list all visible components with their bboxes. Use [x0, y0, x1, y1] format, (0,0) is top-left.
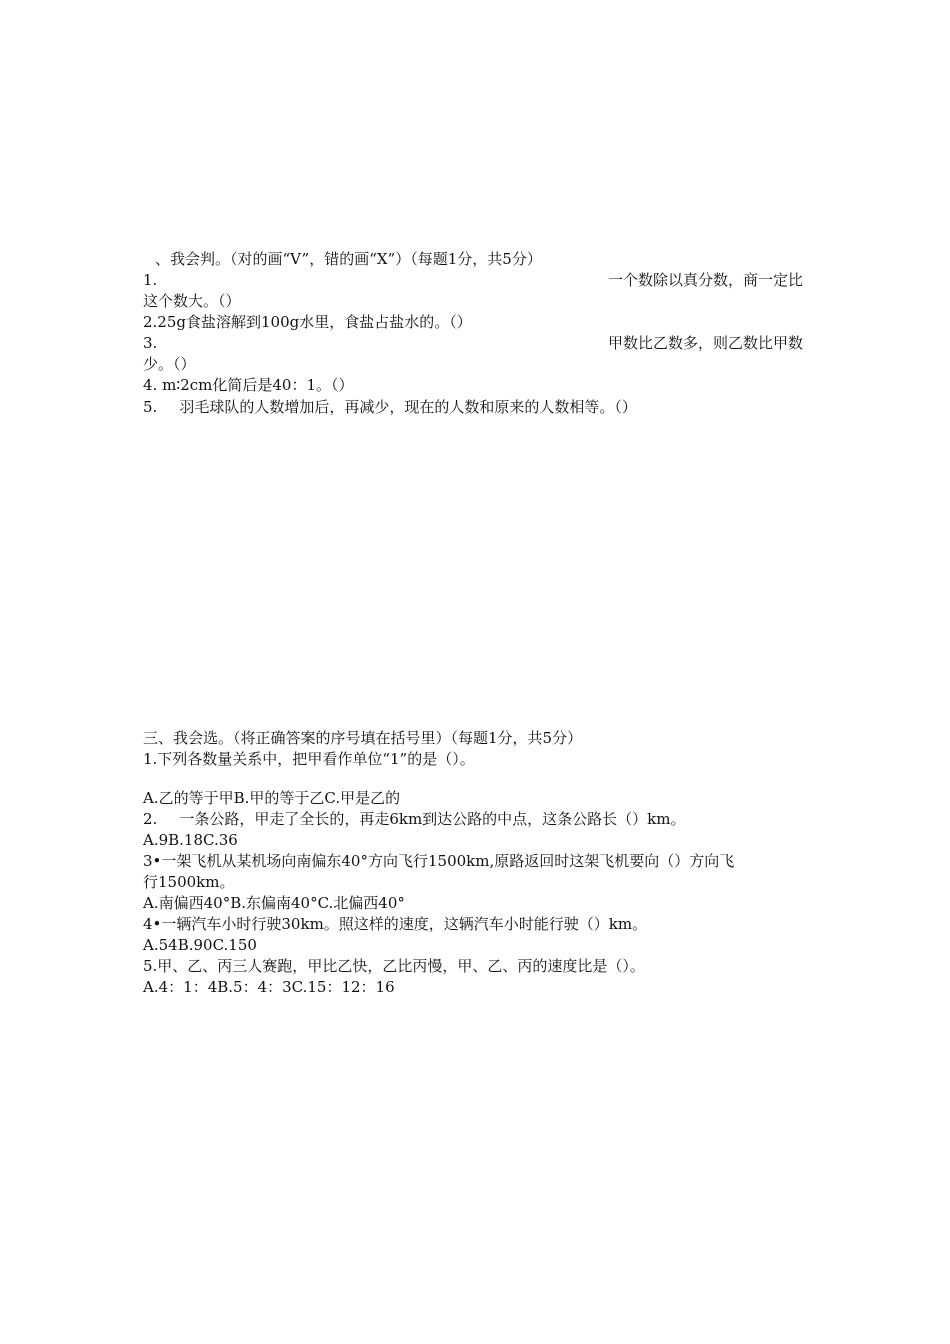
mc-question-3-continued-text: 行1500km。 — [143, 873, 235, 891]
mc-question-2-options-text: A.9B.18C.36 — [143, 831, 238, 849]
tf-question-2-text: 2.25g食盐溶解到100g水里，食盐占盐水的。（） — [143, 313, 472, 331]
mc-question-5-options — [143, 977, 803, 998]
mc-question-4-text: 4•一辆汽车小时行驶30km。照这样的速度，这辆汽车小时能行驶（）km。 — [143, 915, 648, 933]
mc-question-4-options — [143, 935, 803, 956]
tf-question-1 — [143, 270, 803, 291]
mc-question-2-options — [143, 830, 803, 851]
section3-header-text: 三、我会选。（将正确答案的序号填在括号里）（每题1分，共5分） — [143, 729, 583, 747]
tf-question-2 — [143, 312, 803, 333]
section2-header-text: 、我会判。（对的画“V”，错的画“X”）（每题1分，共5分） — [155, 250, 542, 268]
tf-question-1-number: 1. — [143, 271, 158, 289]
tf-question-3-number: 3. — [143, 334, 158, 352]
mc-question-3-text: 3•一架飞机从某机场向南偏东40°方向飞行1500km,原路返回时这架飞机要向（）方向飞 — [143, 852, 735, 870]
tf-question-4 — [143, 375, 803, 396]
mc-question-2 — [143, 809, 803, 830]
tf-question-4-text: 4. m∶2cm化简后是40：1。（） — [143, 376, 354, 394]
mc-question-1-text: 1.下列各数量关系中，把甲看作单位“1”的是（）。 — [143, 750, 475, 768]
tf-question-3-continued — [143, 354, 803, 375]
tf-question-1-continued-text: 这个数大。（） — [143, 292, 241, 310]
tf-question-5 — [143, 397, 803, 418]
tf-question-1-text: 一个数除以真分数，商一定比 — [607, 271, 803, 289]
mc-question-5 — [143, 956, 803, 977]
section2-header — [143, 249, 803, 270]
mc-question-5-options-text: A.4：1：4B.5：4：3C.15：12：16 — [143, 978, 395, 996]
mc-question-5-text: 5.甲、乙、丙三人赛跑，甲比乙快，乙比丙慢，甲、乙、丙的速度比是（）。 — [143, 957, 645, 975]
tf-question-5-number: 5. — [143, 398, 158, 416]
tf-question-5-text: 羽毛球队的人数增加后，再减少，现在的人数和原来的人数相等。（） — [179, 398, 637, 416]
tf-question-3 — [143, 333, 803, 354]
mc-question-2-text: 一条公路，甲走了全长的，再走6km到达公路的中点，这条公路长（）km。 — [179, 810, 686, 828]
tf-question-3-text: 甲数比乙数多，则乙数比甲数 — [607, 334, 803, 352]
tf-question-3-continued-text: 少。（） — [143, 355, 196, 373]
mc-question-1-options-text: A.乙的等于甲B.甲的等于乙C.甲是乙的 — [143, 789, 401, 807]
mc-question-3-continued — [143, 872, 803, 893]
mc-question-4 — [143, 914, 803, 935]
mc-question-3-options — [143, 893, 803, 914]
mc-question-3 — [143, 851, 803, 872]
mc-question-4-options-text: A.54B.90C.150 — [143, 936, 257, 954]
mc-question-1 — [143, 749, 803, 770]
section3-header — [143, 728, 803, 749]
mc-question-2-number: 2. — [143, 810, 158, 828]
mc-question-3-options-text: A.南偏西40°B.东偏南40°C.北偏西40° — [143, 894, 405, 912]
mc-question-1-options — [143, 788, 803, 809]
tf-question-1-continued — [143, 291, 803, 312]
